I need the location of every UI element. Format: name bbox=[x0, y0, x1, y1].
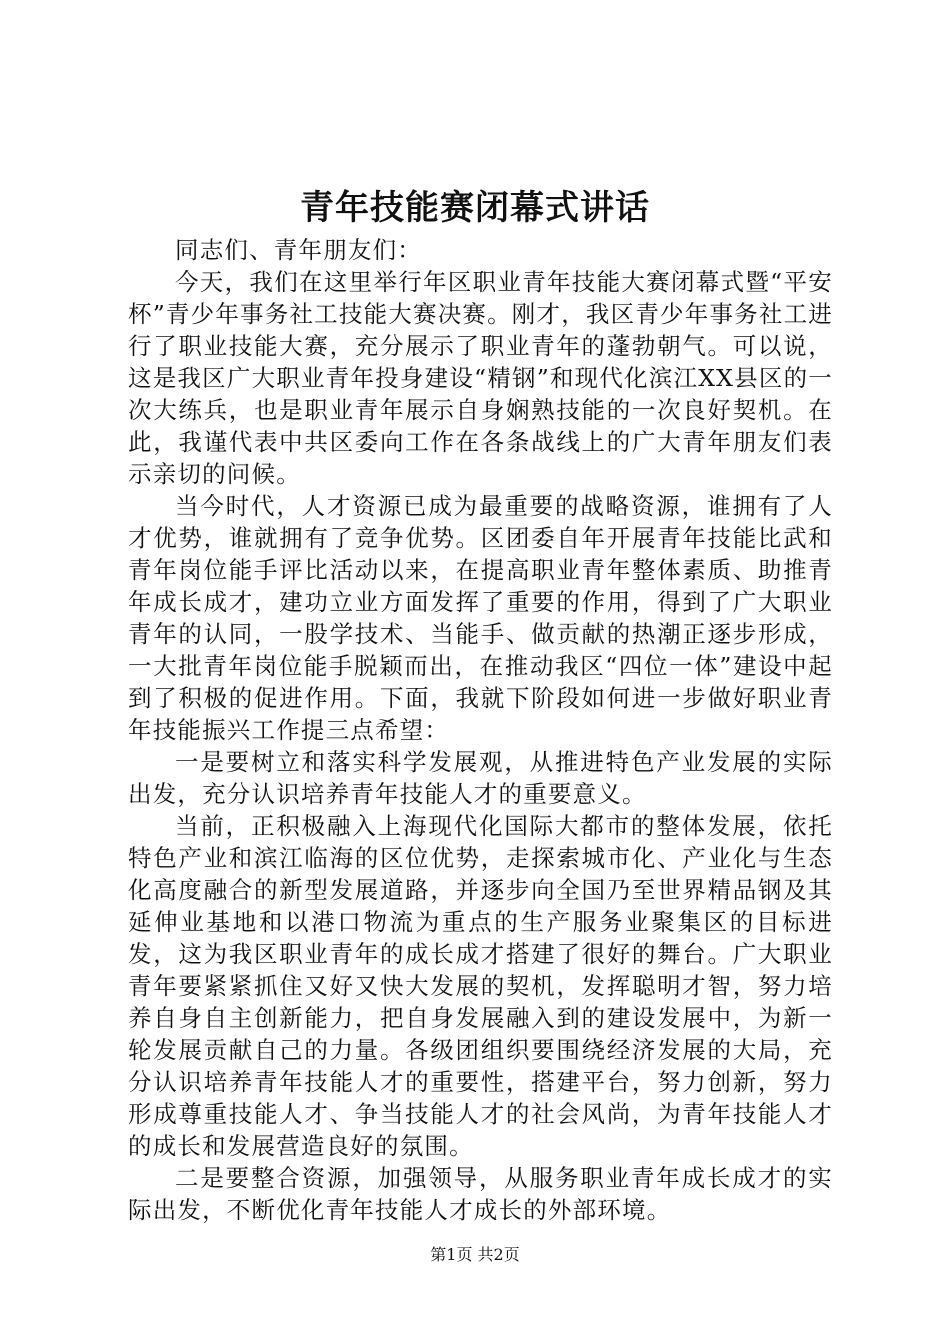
body-paragraph-4: 当前，正积极融入上海现代化国际大都市的整体发展，依托特色产业和滨江临海的区位优势，走探索城市化、产业化与生态化高度融合的新型发展道路，并逐步向全国乃至世界精品钢及其延伸业基地和以港口物流为重点的生产服务业聚集区的目标进发，这为我区职业青年的成长成才搭建了很好的舞台。广大职业青年要紧紧抓住又好又快大发展的契机，发挥聪明才智，努力培养自身自主创新能力，把自身发展融入到的建设发展中，为新一轮发展贡献自己的力量。各级团组织要围绕经济发展的大局，充分认识培养青年技能人才的重要性，搭建平台，努力创新，努力形成尊重技能人才、争当技能人才的社会风尚，为青年技能人才的成长和发展营造良好的氛围。 bbox=[128, 812, 833, 1160]
body-paragraph-5: 二是要整合资源，加强领导，从服务职业青年成长成才的实际出发，不断优化青年技能人才成长的外部环境。 bbox=[128, 1164, 833, 1224]
body-paragraph-2: 当今时代，人才资源已成为最重要的战略资源，谁拥有了人才优势，谁就拥有了竞争优势。区团委自年开展青年技能比武和青年岗位能手评比活动以来，在提高职业青年整体素质、助推青年成长成才，建功立业方面发挥了重要的作用，得到了广大职业青年的认同，一股学技术、当能手、做贡献的热潮正逐步形成，一大批青年岗位能手脱颖而出，在推动我区“四位一体”建设中起到了积极的促进作用。下面，我就下阶段如何进一步做好职业青年技能振兴工作提三点希望： bbox=[128, 492, 833, 744]
greeting-paragraph: 同志们、青年朋友们： bbox=[175, 236, 422, 264]
body-paragraph-3: 一是要树立和落实科学发展观，从推进特色产业发展的实际出发，充分认识培养青年技能人才的重要意义。 bbox=[128, 748, 833, 808]
document-body bbox=[128, 234, 833, 1226]
page-indicator: 第1页 共2页 bbox=[430, 1245, 520, 1264]
document-title: 青年技能赛闭幕式讲话 bbox=[300, 188, 650, 228]
body-paragraph-1: 今天，我们在这里举行年区职业青年技能大赛闭幕式暨“平安杯”青少年事务社工技能大赛决赛。刚才，我区青少年事务社工进行了职业技能大赛，充分展示了职业青年的蓬勃朝气。可以说，这是我区广大职业青年投身建设“精钢”和现代化滨江XX县区的一次大练兵，也是职业青年展示自身娴熟技能的一次良好契机。在此，我谨代表中共区委向工作在各条战线上的广大青年朋友们表示亲切的问候。 bbox=[128, 268, 833, 488]
